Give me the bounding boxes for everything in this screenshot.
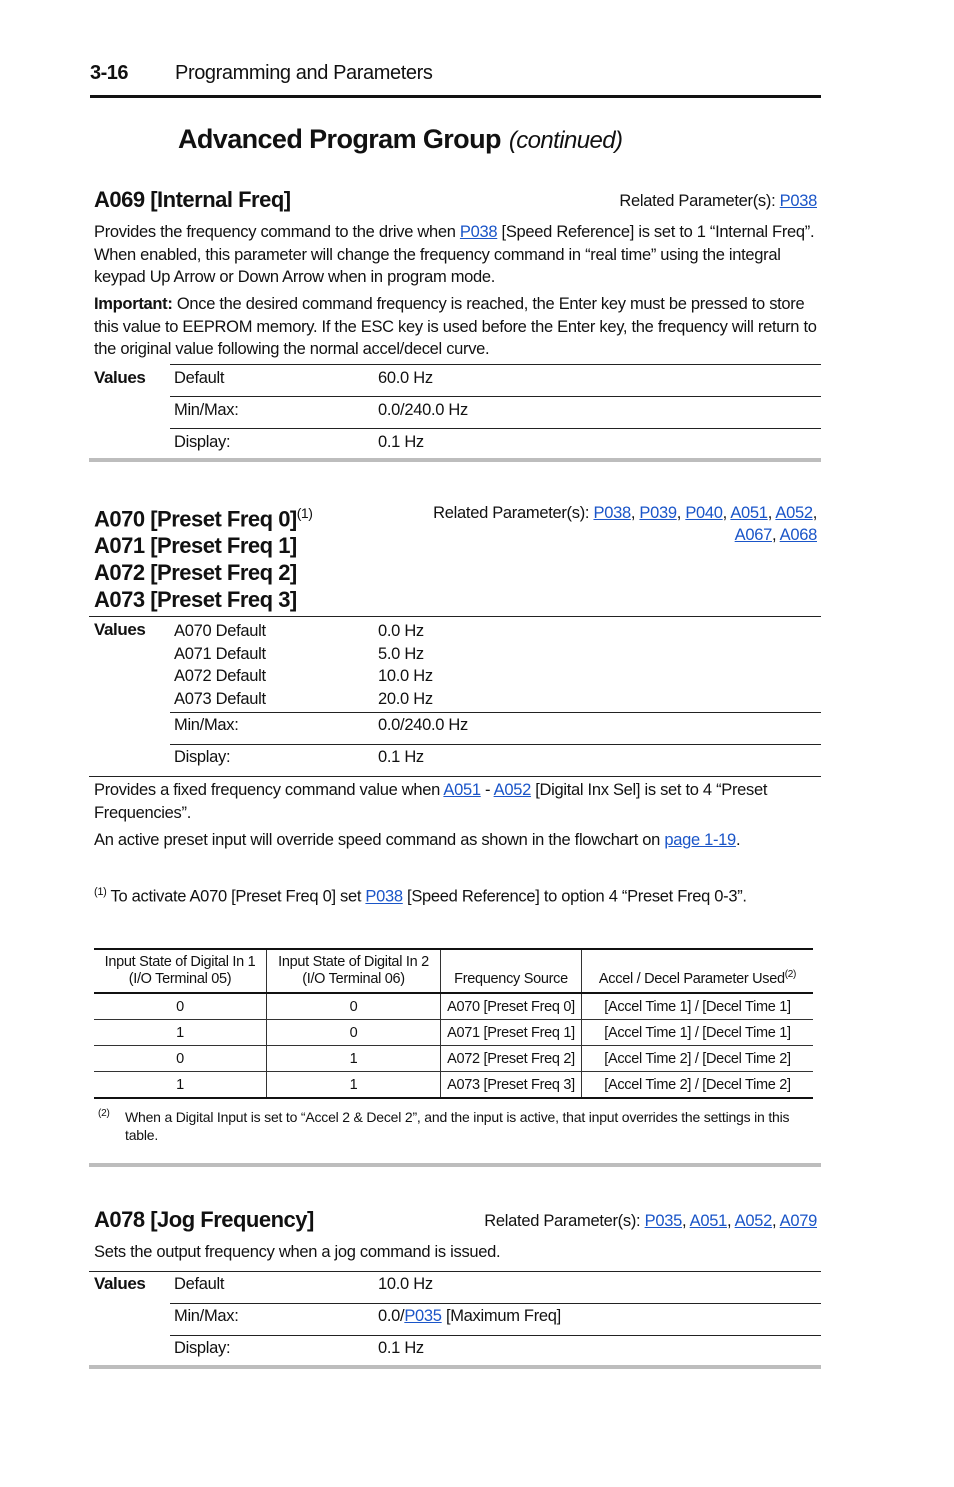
text: . bbox=[735, 831, 741, 849]
table-header-row bbox=[94, 949, 813, 993]
table-cell: [Accel Time 1] / [Decel Time 1] bbox=[582, 993, 814, 1020]
a069-heading: A069 [Internal Freq] bbox=[94, 187, 291, 212]
text: Provides a fixed frequency command value when bbox=[94, 781, 444, 799]
table-rule bbox=[170, 364, 821, 365]
table-rule bbox=[170, 396, 821, 397]
header-line: Input State of Digital In 1 bbox=[104, 954, 256, 970]
preset-state-table bbox=[94, 948, 813, 1099]
header-line: (I/O Terminal 06) bbox=[302, 971, 405, 987]
table-row bbox=[94, 1072, 813, 1099]
table-cell: A070 [Preset Freq 0] bbox=[441, 993, 582, 1020]
table-rule bbox=[89, 1271, 821, 1272]
values-label: Values bbox=[94, 1274, 146, 1293]
header-rule bbox=[90, 95, 821, 98]
link-a052[interactable]: A052 bbox=[734, 1212, 772, 1230]
link-p040[interactable]: P040 bbox=[685, 504, 723, 522]
default-value: 0.0 Hz bbox=[378, 622, 424, 640]
link-a068[interactable]: A068 bbox=[779, 526, 817, 544]
default-label: A071 Default bbox=[174, 644, 266, 663]
table-rule bbox=[170, 428, 821, 429]
minmax-label: Min/Max: bbox=[174, 716, 239, 734]
text: To activate A070 [Preset Freq 0] set bbox=[106, 887, 366, 906]
header-line: Accel / Decel Parameter Used bbox=[598, 971, 785, 987]
text: [Digital Inx Sel] is set to 4 “Preset Frequencies”. bbox=[94, 781, 768, 822]
link-a067[interactable]: A067 bbox=[734, 526, 772, 544]
heading-a071: A071 [Preset Freq 1] bbox=[94, 533, 297, 559]
link-p035[interactable]: P035 bbox=[644, 1212, 682, 1230]
table-cell: 1 bbox=[267, 1046, 441, 1072]
link-p038[interactable]: P038 bbox=[779, 192, 817, 210]
values-label: Values bbox=[94, 368, 146, 387]
link-a051[interactable]: A051 bbox=[443, 781, 481, 799]
col-header-accel bbox=[582, 949, 814, 993]
related-label: Related Parameter(s): bbox=[484, 1212, 641, 1230]
link-a052[interactable]: A052 bbox=[493, 781, 531, 799]
table-cell: 1 bbox=[267, 1072, 441, 1099]
section-title: Programming and Parameters bbox=[175, 62, 433, 84]
default-value: 60.0 Hz bbox=[378, 369, 433, 387]
minmax-label: Min/Max: bbox=[174, 1307, 239, 1325]
minmax-value bbox=[378, 1307, 561, 1326]
table-rule bbox=[89, 776, 821, 777]
a078-related: Related Parameter(s): P035, A051, A052, A079 bbox=[484, 1212, 817, 1230]
header-line: Input State of Digital In 2 bbox=[278, 954, 429, 970]
table-cell: A071 [Preset Freq 1] bbox=[441, 1020, 582, 1046]
page-title-continued: (continued) bbox=[508, 127, 623, 154]
table-cell: 1 bbox=[94, 1072, 267, 1099]
a070-override-note bbox=[94, 829, 816, 852]
link-p038[interactable]: P038 bbox=[593, 504, 631, 522]
page-number: 3-16 bbox=[90, 62, 129, 84]
text: Provides the frequency command to the drive when bbox=[94, 223, 460, 241]
col-header-source: Frequency Source bbox=[441, 949, 582, 993]
default-label: Default bbox=[174, 1275, 225, 1293]
a070-description bbox=[94, 779, 816, 824]
footnote-ref: (2) bbox=[784, 969, 797, 981]
default-label: A072 Default bbox=[174, 667, 266, 685]
link-a052[interactable]: A052 bbox=[775, 504, 813, 522]
minmax-value: 0.0/240.0 Hz bbox=[378, 401, 468, 419]
link-p038[interactable]: P038 bbox=[365, 887, 403, 906]
a070-related bbox=[433, 502, 817, 546]
minmax-label: Min/Max: bbox=[174, 401, 239, 419]
heading-a073: A073 [Preset Freq 3] bbox=[94, 587, 297, 613]
table-rule bbox=[170, 1335, 821, 1336]
link-a051[interactable]: A051 bbox=[689, 1212, 727, 1230]
table-cell: 0 bbox=[94, 993, 267, 1020]
col-header-di2 bbox=[267, 949, 441, 993]
related-label: Related Parameter(s): bbox=[433, 504, 590, 522]
footnote-1 bbox=[94, 881, 816, 908]
default-value: 10.0 Hz bbox=[378, 1275, 433, 1293]
heading-text: A070 [Preset Freq 0] bbox=[94, 506, 297, 532]
footnote-ref: (1) bbox=[296, 505, 313, 521]
table-rule bbox=[170, 744, 821, 745]
table-cell: A072 [Preset Freq 2] bbox=[441, 1046, 582, 1072]
a070-headings bbox=[94, 500, 312, 613]
text: [Speed Reference] to option 4 “Preset Freq 0-3”. bbox=[402, 887, 747, 906]
link-page-1-19[interactable]: page 1-19 bbox=[664, 831, 736, 849]
text: An active preset input will override speed command as shown in the flowchart on bbox=[94, 831, 665, 849]
default-label: A070 Default bbox=[174, 622, 266, 640]
table-row bbox=[94, 1046, 813, 1072]
related-line-1: Related Parameter(s): P038, P039, P040, A051, A052, bbox=[433, 504, 817, 522]
display-label: Display: bbox=[174, 1339, 231, 1357]
table-cell: 0 bbox=[267, 1020, 441, 1046]
text: - bbox=[480, 781, 494, 799]
a078-description: Sets the output frequency when a jog command is issued. bbox=[94, 1243, 501, 1261]
table-cell: A073 [Preset Freq 3] bbox=[441, 1072, 582, 1099]
default-label: A073 Default bbox=[174, 689, 266, 708]
heading-a072: A072 [Preset Freq 2] bbox=[94, 560, 297, 586]
table-rule bbox=[89, 616, 821, 617]
link-p038[interactable]: P038 bbox=[459, 223, 498, 241]
display-value: 0.1 Hz bbox=[378, 748, 424, 766]
footnote-2-mark bbox=[98, 1105, 110, 1126]
section-divider bbox=[89, 1163, 821, 1167]
related-line-2: A067, A068 bbox=[734, 526, 817, 544]
table-rule bbox=[170, 712, 821, 713]
link-p039[interactable]: P039 bbox=[639, 504, 677, 522]
col-header-di1 bbox=[94, 949, 267, 993]
link-p035[interactable]: P035 bbox=[404, 1307, 442, 1325]
section-divider bbox=[89, 1365, 821, 1369]
page-title-main: Advanced Program Group bbox=[178, 124, 501, 154]
footnote-mark: (1) bbox=[94, 886, 107, 898]
display-value: 0.1 Hz bbox=[378, 1339, 424, 1357]
a078-heading: A078 [Jog Frequency] bbox=[94, 1207, 314, 1232]
display-label: Display: bbox=[174, 748, 231, 766]
display-value: 0.1 Hz bbox=[378, 433, 424, 451]
link-a051[interactable]: A051 bbox=[730, 504, 768, 522]
table-row bbox=[94, 1020, 813, 1046]
table-cell: [Accel Time 2] / [Decel Time 2] bbox=[582, 1072, 814, 1099]
display-label: Display: bbox=[174, 433, 231, 451]
text: [Maximum Freq] bbox=[441, 1307, 561, 1325]
values-label: Values bbox=[94, 620, 146, 639]
footnote-mark: (2) bbox=[98, 1108, 110, 1119]
minmax-value: 0.0/240.0 Hz bbox=[378, 716, 468, 734]
a069-important bbox=[94, 293, 818, 361]
header-line: (I/O Terminal 05) bbox=[128, 971, 232, 987]
table-cell: 0 bbox=[267, 993, 441, 1020]
default-value: 10.0 Hz bbox=[378, 667, 433, 685]
table-row bbox=[94, 993, 813, 1020]
table-cell: 1 bbox=[94, 1020, 267, 1046]
heading-a070 bbox=[94, 500, 312, 532]
table-rule bbox=[170, 1303, 821, 1304]
table-cell: 0 bbox=[94, 1046, 267, 1072]
link-a079[interactable]: A079 bbox=[779, 1212, 817, 1230]
important-label: Important: bbox=[94, 295, 173, 313]
default-labels bbox=[174, 620, 266, 710]
default-value: 5.0 Hz bbox=[378, 644, 424, 663]
text: 0.0/ bbox=[378, 1307, 405, 1325]
page-title bbox=[178, 124, 622, 155]
default-values bbox=[378, 620, 433, 710]
table-cell: [Accel Time 1] / [Decel Time 1] bbox=[582, 1020, 814, 1046]
footnote-2-text: When a Digital Input is set to “Accel 2 & Decel 2”, and the input is active, that input overrides the settings in this table. bbox=[125, 1109, 790, 1143]
text: [Speed Reference] is set to 1 “Internal Freq”. When enabled, this parameter will change the frequency command in “real time” using the integral keypad Up Arrow or Down Arrow when in program mode. bbox=[94, 223, 815, 286]
table-cell: [Accel Time 2] / [Decel Time 2] bbox=[582, 1046, 814, 1072]
related-label: Related Parameter(s): bbox=[619, 192, 776, 210]
a069-related bbox=[619, 190, 817, 212]
default-value: 20.0 Hz bbox=[378, 689, 433, 708]
section-divider bbox=[89, 458, 821, 462]
important-text: Once the desired command frequency is reached, the Enter key must be pressed to store this value to EEPROM memory. If the ESC key is used before the Enter key, the frequency will return to the original value following the normal accel/decel curve. bbox=[94, 295, 817, 358]
a069-description bbox=[94, 221, 816, 289]
default-label: Default bbox=[174, 369, 225, 387]
